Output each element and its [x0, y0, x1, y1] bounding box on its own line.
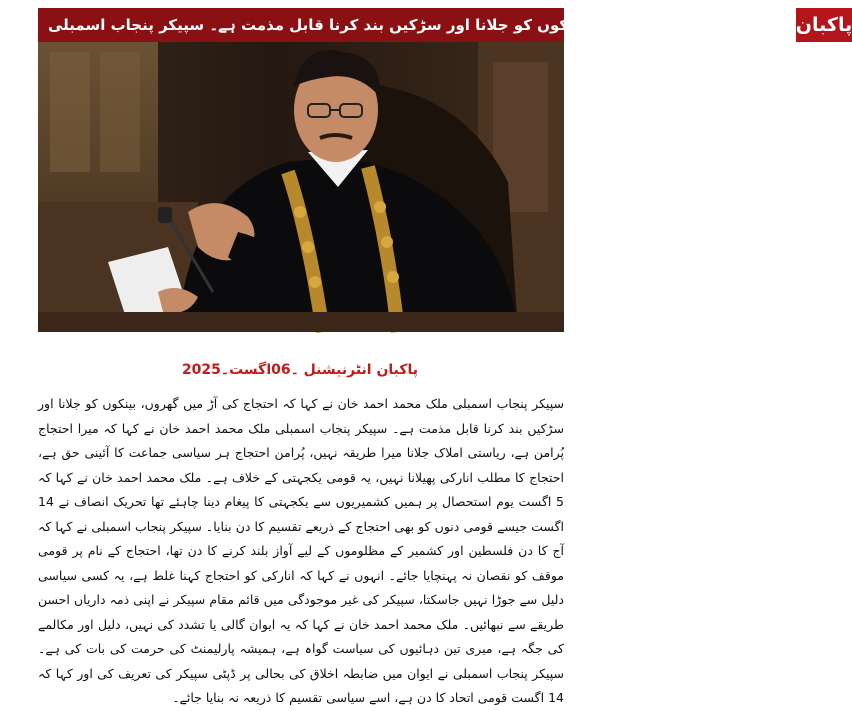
- headline-bar: [38, 8, 852, 42]
- article-body: سپیکر پنجاب اسمبلی ملک محمد احمد خان نے کہا کہ احتجاج کی آڑ میں گھروں، بینکوں کو جلانا اور سڑکیں بند کرنا قابل مذمت ہے۔ سپیکر پنجاب اسمبلی ملک محمد احمد خان نے کہا کہ میرا احتجاج پُرامن ہے، ریاستی املاک جلانا میرا طریقہ نہیں، پُرامن احتجاج ہر سیاسی جماعت کا آئینی حق ہے، احتجاج کا مطلب انارکی پھیلانا نہیں، یہ قومی یکجہتی کے خلاف ہے۔ ملک محمد احمد خان نے کہا کہ 5 اگست یوم استحصال پر ہمیں کشمیریوں سے یکجہتی کا پیغام دینا چاہئے تھا تحریک انصاف نے 14 اگست جیسے قومی دنوں کو بھی احتجاج کے ذریعے تقسیم کا دن بنایا۔ سپیکر پنجاب اسمبلی نے کہا کہ آج کا دن فلسطین اور کشمیر کے مظلوموں کے لیے آواز بلند کرنے کا دن تھا، احتجاج کے نام پر قومی موقف کو نقصان نہ پہنچایا جائے۔ انہوں نے کہا کہ انارکی کو احتجاج کہنا غلط ہے، یہ کسی سیاسی دلیل سے جوڑا نہیں جاسکتا، سپیکر کی غیر موجودگی میں قائم مقام سپیکر نے اپنی ذمہ داریاں احسن طریقے سے نبھائیں۔ ملک محمد احمد خان نے کہا کہ یہ ایوان گالی یا تشدد کی نہیں، دلیل اور مکالمے کی جگہ ہے، میری تین دہائیوں کی سیاست گواہ ہے، ہمیشہ پارلیمنٹ کی حرمت کی بات کی ہے۔ سپیکر پنجاب اسمبلی نے ایوان میں ضابطہ اخلاق کی بحالی پر ڈپٹی سپیکر کی تعریف کی اور کہا کہ 14 اگست قومی اتحاد کا دن ہے، اسے سیاسی تقسیم کا ذریعہ نہ بنایا جائے۔: [38, 396, 564, 705]
- article-dateline: پاکبان انٹرنیشنل ۔06اگست۔2025: [181, 362, 419, 378]
- brand-logo: پاکبان: [794, 8, 852, 42]
- article-photo: [38, 42, 564, 332]
- speaker-portrait-photo-icon: [38, 42, 564, 332]
- headline-text: احتجاج کی آڑ میں گھروں، بینکوں کو جلانا اور سڑکیں بند کرنا قابل مذمت ہے۔ سپیکر پنجاب اسمبلی: [48, 16, 784, 34]
